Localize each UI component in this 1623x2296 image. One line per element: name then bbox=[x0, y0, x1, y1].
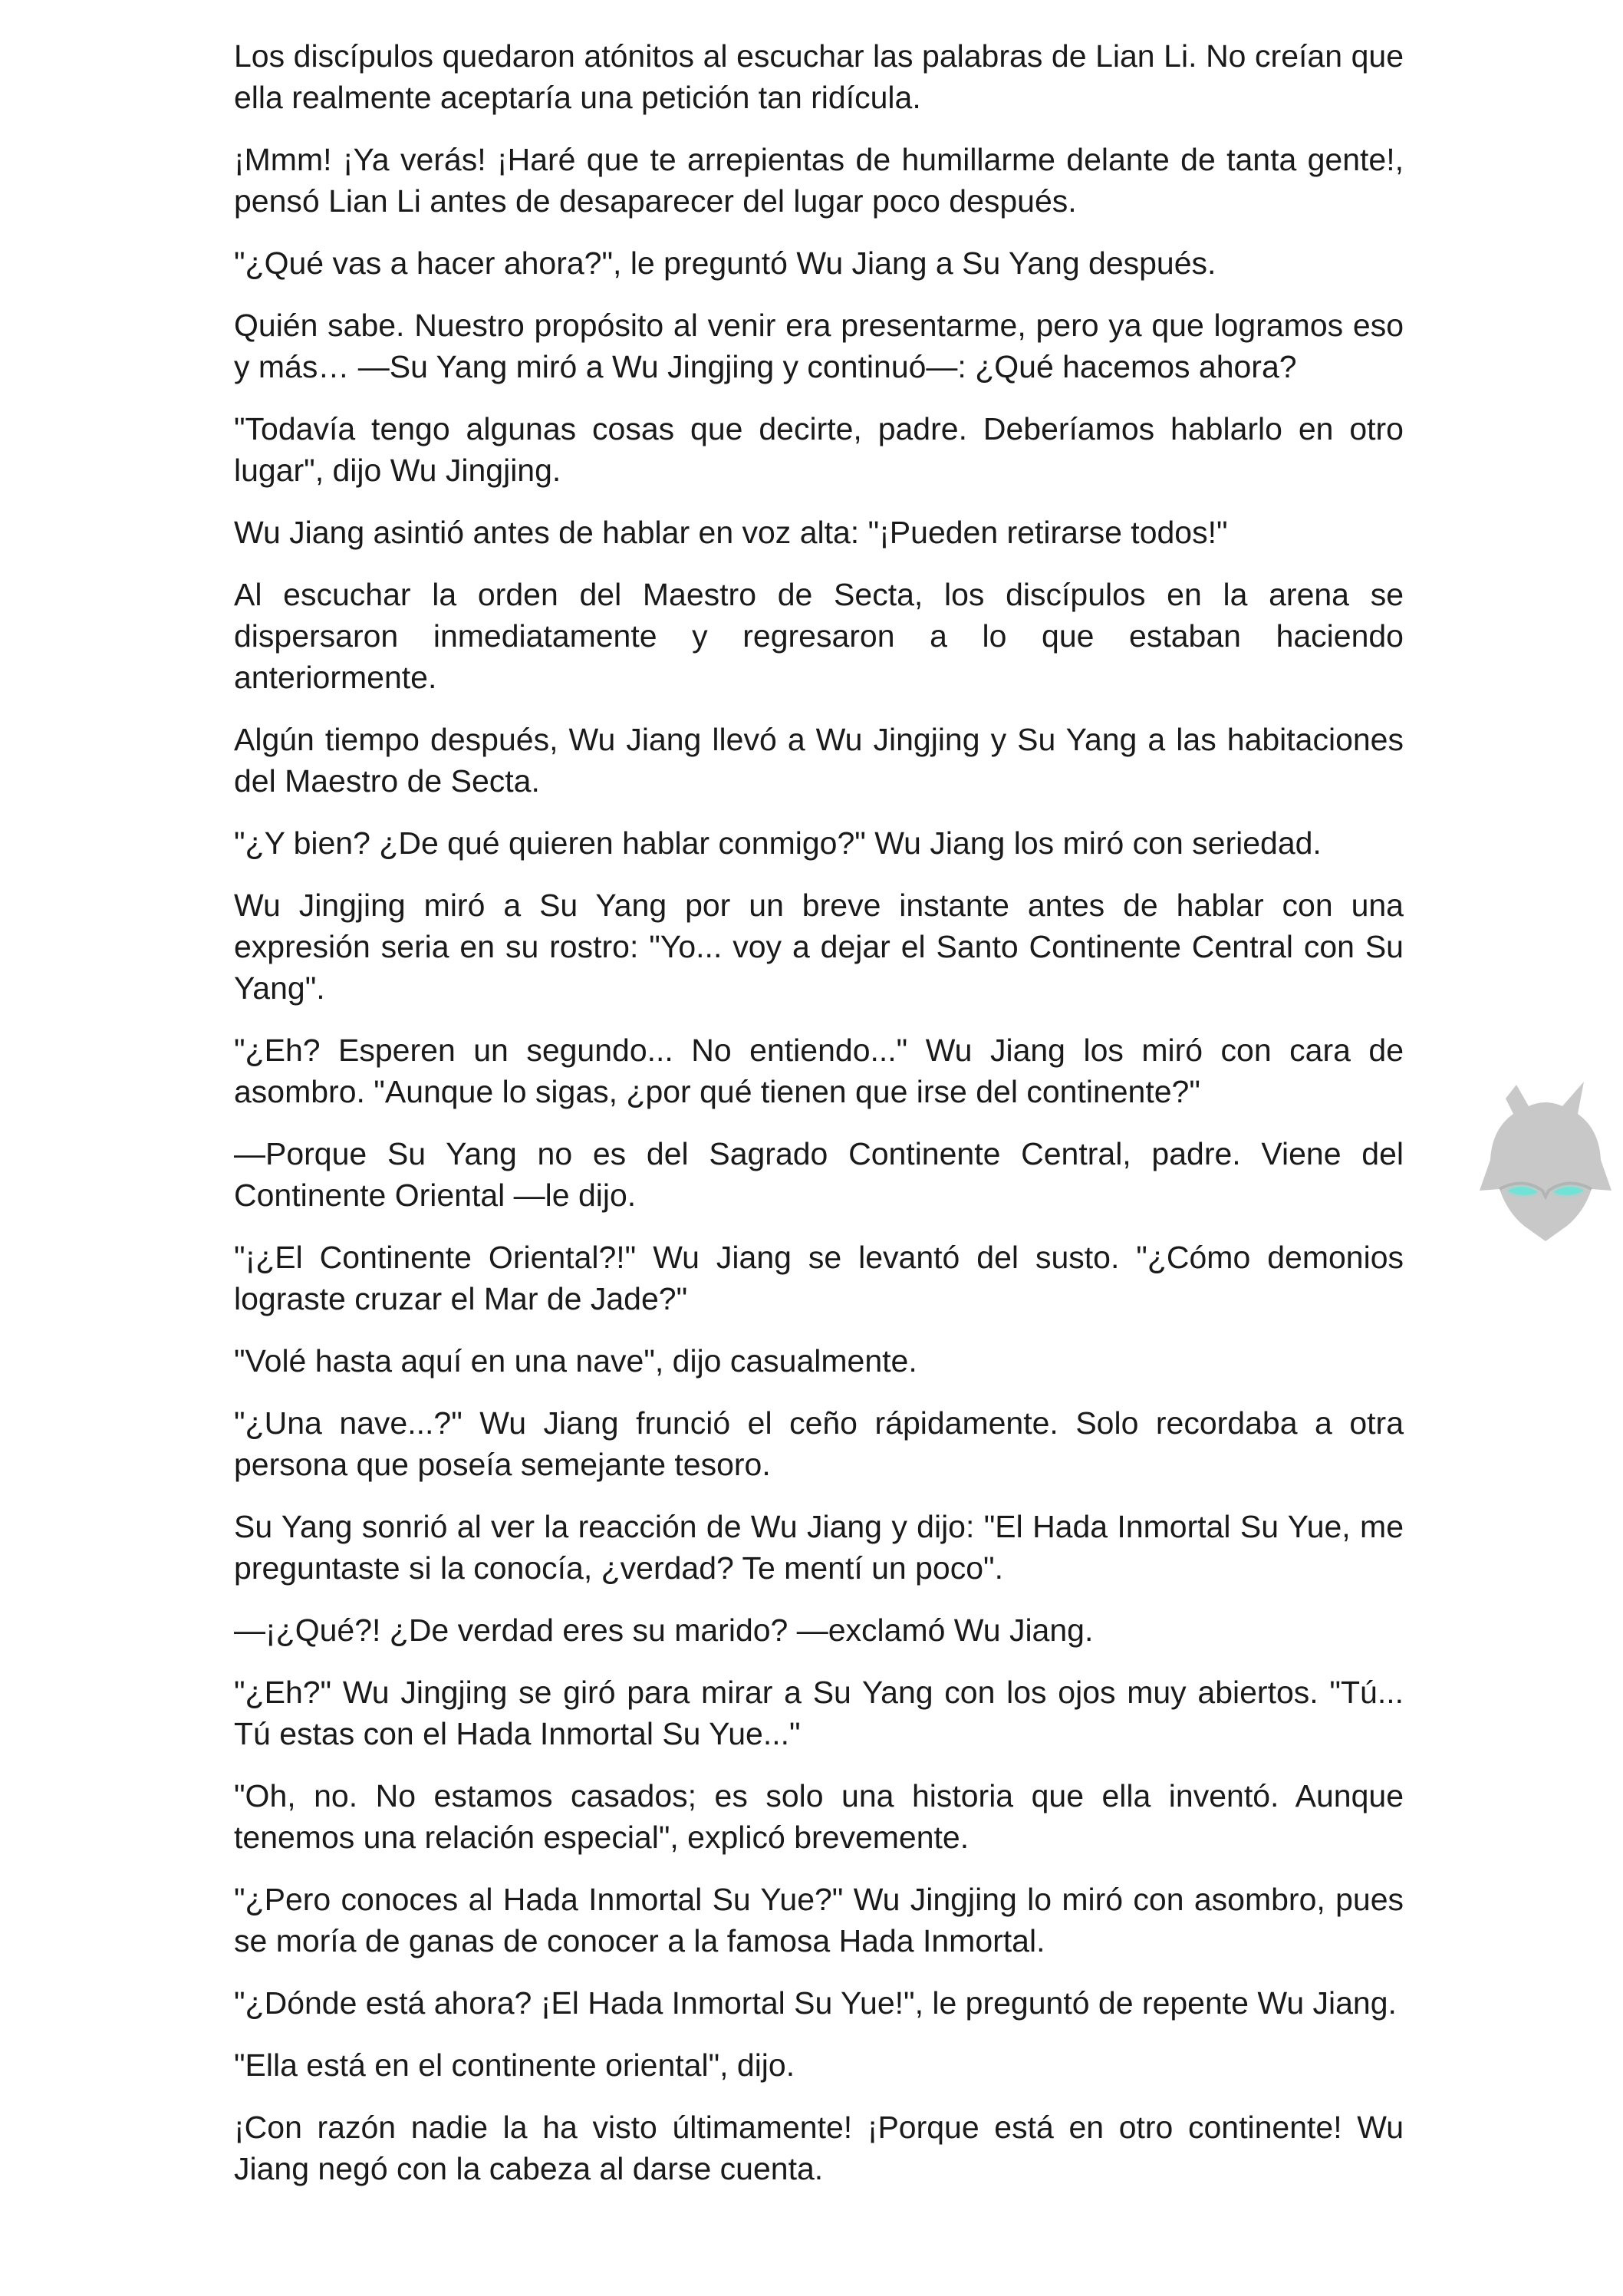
paragraph: Wu Jiang asintió antes de hablar en voz alta: "¡Pueden retirarse todos!" bbox=[234, 515, 1228, 550]
paragraph: Quién sabe. Nuestro propósito al venir era presentarme, pero ya que logramos eso y más… —Su Yang miró a Wu Jingjing y continuó—: ¿Qué hacemos ahora? bbox=[234, 308, 1404, 384]
demon-head-icon bbox=[1469, 1076, 1622, 1252]
paragraph: Algún tiempo después, Wu Jiang llevó a Wu Jingjing y Su Yang a las habitaciones del Maestro de Secta. bbox=[234, 722, 1404, 799]
paragraph: —¡¿Qué?! ¿De verdad eres su marido? —exclamó Wu Jiang. bbox=[234, 1612, 1094, 1648]
paragraph: "Oh, no. No estamos casados; es solo una historia que ella inventó. Aunque tenemos una relación especial", explicó brevemente. bbox=[234, 1778, 1404, 1855]
chapter-text bbox=[234, 35, 1404, 2210]
paragraph: Wu Jingjing miró a Su Yang por un breve instante antes de hablar con una expresión seria en su rostro: "Yo... voy a dejar el Santo Continente Central con Su Yang". bbox=[234, 888, 1404, 1006]
paragraph: "¿Dónde está ahora? ¡El Hada Inmortal Su Yue!", le preguntó de repente Wu Jiang. bbox=[234, 1985, 1397, 2021]
paragraph: "¿Y bien? ¿De qué quieren hablar conmigo?" Wu Jiang los miró con seriedad. bbox=[234, 825, 1322, 861]
paragraph: "Todavía tengo algunas cosas que decirte, padre. Deberíamos hablarlo en otro lugar", dijo Wu Jingjing. bbox=[234, 411, 1404, 488]
paragraph: ¡Mmm! ¡Ya verás! ¡Haré que te arrepientas de humillarme delante de tanta gente!, pensó Lian Li antes de desaparecer del lugar poco después. bbox=[234, 142, 1404, 219]
paragraph: Su Yang sonrió al ver la reacción de Wu Jiang y dijo: "El Hada Inmortal Su Yue, me preguntaste si la conocía, ¿verdad? Te mentí un poco". bbox=[234, 1509, 1404, 1586]
paragraph: Al escuchar la orden del Maestro de Secta, los discípulos en la arena se dispersaron inmediatamente y regresaron a lo que estaban haciendo anteriormente. bbox=[234, 577, 1404, 695]
paragraph: Los discípulos quedaron atónitos al escuchar las palabras de Lian Li. No creían que ella realmente aceptaría una petición tan ridícula. bbox=[234, 38, 1404, 115]
paragraph: "¿Qué vas a hacer ahora?", le preguntó Wu Jiang a Su Yang después. bbox=[234, 245, 1216, 281]
paragraph: "¿Pero conoces al Hada Inmortal Su Yue?" Wu Jingjing lo miró con asombro, pues se moría de ganas de conocer a la famosa Hada Inmortal. bbox=[234, 1882, 1404, 1958]
paragraph: "¡¿El Continente Oriental?!" Wu Jiang se levantó del susto. "¿Cómo demonios lograste cruzar el Mar de Jade?" bbox=[234, 1240, 1404, 1316]
paragraph: —Porque Su Yang no es del Sagrado Continente Central, padre. Viene del Continente Oriental —le dijo. bbox=[234, 1136, 1404, 1213]
paragraph: "¿Una nave...?" Wu Jiang frunció el ceño rápidamente. Solo recordaba a otra persona que poseía semejante tesoro. bbox=[234, 1405, 1404, 1482]
paragraph: "Volé hasta aquí en una nave", dijo casualmente. bbox=[234, 1343, 917, 1379]
paragraph: ¡Con razón nadie la ha visto últimamente! ¡Porque está en otro continente! Wu Jiang negó con la cabeza al darse cuenta. bbox=[234, 2110, 1404, 2186]
paragraph: "¿Eh?" Wu Jingjing se giró para mirar a Su Yang con los ojos muy abiertos. "Tú... Tú estas con el Hada Inmortal Su Yue..." bbox=[234, 1675, 1404, 1751]
paragraph: "Ella está en el continente oriental", dijo. bbox=[234, 2047, 795, 2083]
paragraph: "¿Eh? Esperen un segundo... No entiendo..." Wu Jiang los miró con cara de asombro. "Aunque lo sigas, ¿por qué tienen que irse del continente?" bbox=[234, 1033, 1404, 1109]
